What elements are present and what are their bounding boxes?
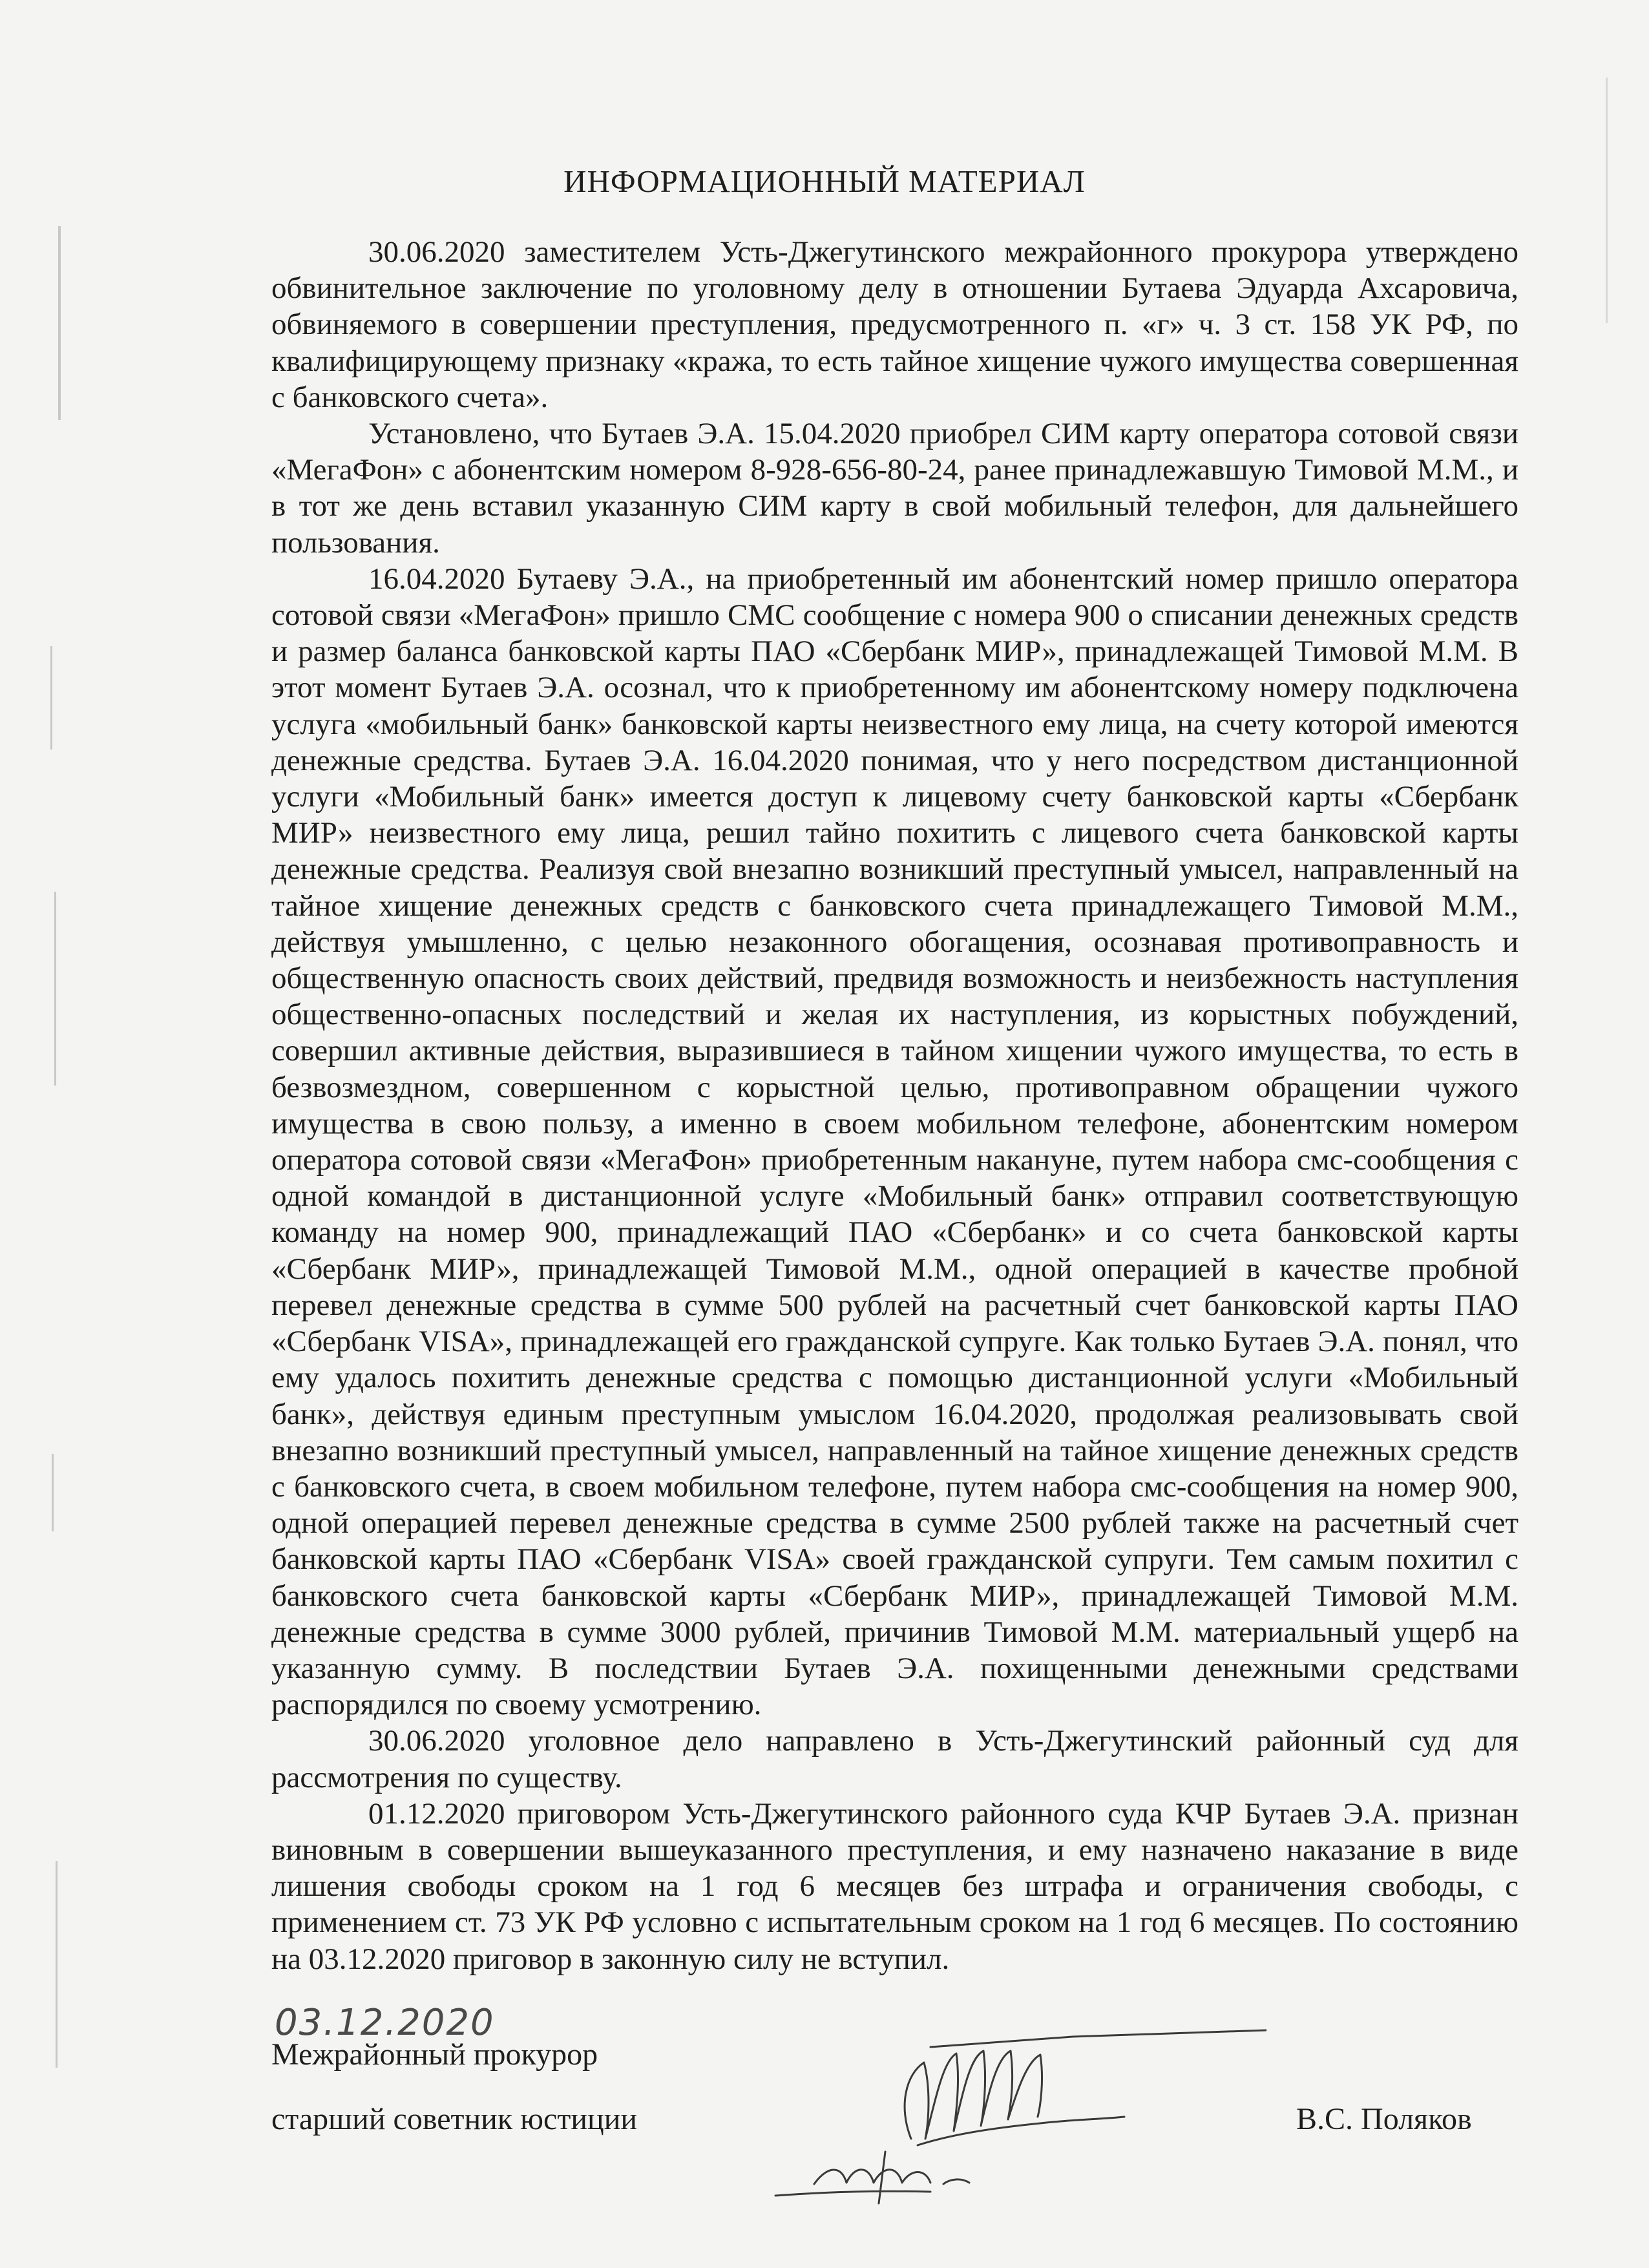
signatory-name: В.С. Поляков xyxy=(1296,2102,1472,2136)
paragraph-theft-details: 16.04.2020 Бутаеву Э.А., на приобретенный им абонентский номер пришло оператора сотовой связи «МегаФон» пришло СМС сообщение с номера 900 о списании денежных средств и размер баланса банковской карты ПАО «Сбербанк МИР», принадлежащей Тимовой М.М. В этот момент Бутаев Э.А. осознал, что к приобретенному им абонентскому номеру подключена услуга «мобильный банк» банковской карты неизвестного ему лица, на счету которой имеются денежные средства. Бутаев Э.А. 16.04.2020 понимая, что у него посредством дистанционной услуги «Мобильный банк» имеется доступ к лицевому счету банковской карты «Сбербанк МИР» неизвестного ему лица, решил тайно похитить с лицевого счета банковской карты денежные средства. Реализуя свой внезапно возникший преступный умысел, направленный на тайное хищение денежных средств с банковского счета принадлежащего Тимовой М.М., действуя умышленно, с целью незаконного обогащения, осознавая противоправность и общественную опасность своих действий, предвидя возможность и неизбежность наступления общественно-опасных последствий и желая их наступления, из корыстных побуждений, совершил активные действия, выразившиеся в тайном хищении чужого имущества, то есть в безвозмездном, совершенном с корыстной целью, противоправном обращении чужого имущества в свою пользу, а именно в своем мобильном телефоне, абонентским номером оператора сотовой связи «МегаФон» приобретенным накануне, путем набора смс-сообщения с одной командой в дистанционной услуге «Мобильный банк» отправил соответствующую команду на номер 900, принадлежащий ПАО «Сбербанк» и со счета банковской карты «Сбербанк МИР», принадлежащей Тимовой М.М., одной операцией в качестве пробной перевел денежные средства в сумме 500 рублей на расчетный счет банковской карты ПАО «Сбербанк VISA», принадлежащей его гражданской супруге. Как только Бутаев Э.А. понял, что ему удалось похитить денежные средства с помощью дистанционной услуги «Мобильный банк», действуя единым преступным умыслом 16.04.2020, продолжая реализовывать свой внезапно возникший преступный умысел, направленный на тайное хищение денежных средств с банковского счета, в своем мобильном телефоне, путем набора смс-сообщения на номер 900, одной операцией перевел денежные средства в сумме 2500 рублей также на расчетный счет банковской карты ПАО «Сбербанк VISA» своей гражданской супруги. Тем самым похитил с банковского счета банковской карты «Сбербанк МИР», принадлежащей Тимовой М.М. денежные средства в сумме 3000 рублей, причинив Тимовой М.М. материальный ущерб на указанную сумму. В последствии Бутаев Э.А. похищенными денежными средствами распорядился по своему усмотрению. xyxy=(271,562,1518,1722)
scan-artifact-right-edge xyxy=(1606,78,1608,323)
document-body xyxy=(271,234,1518,1977)
paragraph-verdict: 01.12.2020 приговором Усть-Джегутинского районного суда КЧР Бутаев Э.А. признан виновным в совершении вышеуказанного преступления, и ему назначено наказание в виде лишения свободы сроком на 1 год 6 месяцев без штрафа и ограничения свободы, с применением ст. 73 УК РФ условно с испытательным сроком на 1 год 6 месяцев. По состоянию на 03.12.2020 приговор в законную силу не вступил. xyxy=(271,1796,1518,1976)
scan-artifact-left-edge-4 xyxy=(52,1454,54,1531)
signatory-role-line2: старший советник юстиции xyxy=(271,2102,638,2136)
document-title: ИНФОРМАЦИОННЫЙ МАТЕРИАЛ xyxy=(563,163,1086,199)
scan-artifact-left-edge-2 xyxy=(50,646,52,750)
handwritten-signature xyxy=(737,1990,1266,2210)
scan-artifact-left-edge-5 xyxy=(56,1861,58,2068)
handwritten-date: 03.12.2020 xyxy=(275,2002,495,2044)
signatory-role-line1: Межрайонный прокурор xyxy=(271,2037,598,2072)
scan-artifact-left-edge-3 xyxy=(54,892,56,1086)
paragraph-court-referral: 30.06.2020 уголовное дело направлено в Усть-Джегутинский районный суд для рассмотрения по существу. xyxy=(271,1724,1518,1794)
paragraph-sim-card: Установлено, что Бутаев Э.А. 15.04.2020 приобрел СИМ карту оператора сотовой связи «МегаФон» с абонентским номером 8-928-656-80-24, ранее принадлежавшую Тимовой М.М., и в тот же день вставил указанную СИМ карту в свой мобильный телефон, для дальнейшего пользования. xyxy=(271,417,1518,560)
paragraph-indictment: 30.06.2020 заместителем Усть-Джегутинского межрайонного прокурора утверждено обвинительное заключение по уголовному делу в отношении Бутаева Эдуарда Ахсаровича, обвиняемого в совершении преступления, предусмотренного п. «г» ч. 3 ст. 158 УК РФ, по квалифицирующему признаку «кража, то есть тайное хищение чужого имущества совершенная с банковского счета». xyxy=(271,235,1518,414)
scan-artifact-left-edge xyxy=(58,226,61,420)
